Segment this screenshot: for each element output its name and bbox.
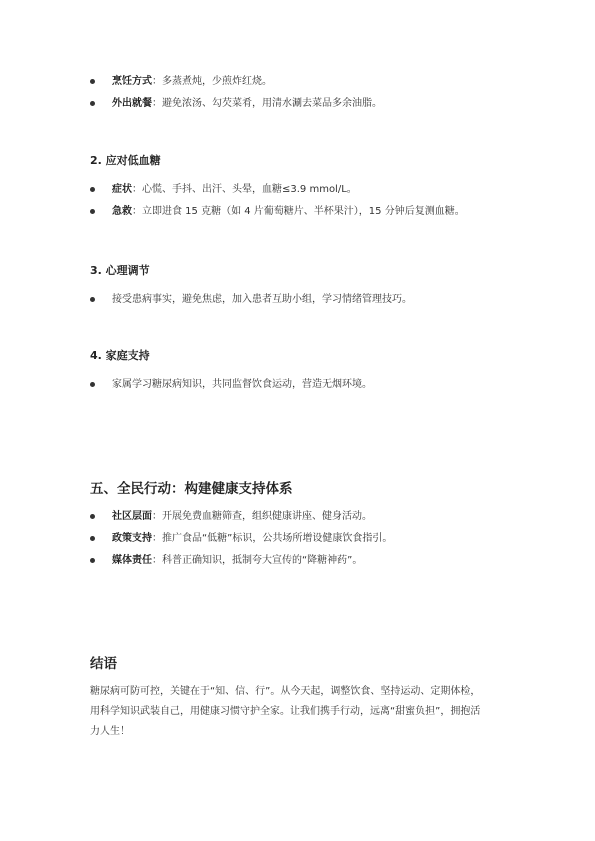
bullet — [90, 79, 95, 84]
paragraph-line: 用科学知识武装自己，用健康习惯守护全家。让我们携手行动，远离“甜蜜负担”，拥抱活 — [90, 706, 481, 717]
bullet — [90, 297, 95, 302]
item-text: ：避免浓汤、勾芡菜肴，用清水涮去菜品多余油脂。 — [152, 98, 382, 109]
section-heading: 3. 心理调节 — [90, 264, 150, 277]
bullet — [90, 187, 95, 192]
item-label: 媒体责任 — [112, 555, 152, 566]
bullet — [90, 101, 95, 106]
paragraph-line: 糖尿病可防可控，关键在于“知、信、行”。从今天起，调整饮食、坚持运动、定期体检， — [90, 686, 481, 697]
item-text: ：心慌、手抖、出汗、头晕，血糖≤3.9 mmol/L。 — [132, 184, 357, 195]
item-label: 社区层面 — [112, 511, 152, 522]
conclusion-paragraph — [90, 682, 510, 742]
conclusion-heading: 结语 — [90, 656, 117, 672]
bullet — [90, 209, 95, 214]
item-text: ：科普正确知识，抵制夸大宣传的“降糖神药”。 — [152, 555, 363, 566]
item-text: ：开展免费血糖筛查，组织健康讲座、健身活动。 — [152, 511, 372, 522]
chapter-heading: 五、全民行动：构建健康支持体系 — [90, 481, 293, 497]
bullet — [90, 382, 95, 387]
bullet — [90, 536, 95, 541]
item-label: 症状 — [112, 184, 132, 195]
item-text: 家属学习糖尿病知识，共同监督饮食运动，营造无烟环境。 — [112, 379, 372, 390]
section-heading: 4. 家庭支持 — [90, 349, 150, 362]
item-text: 接受患病事实，避免焦虑，加入患者互助小组，学习情绪管理技巧。 — [112, 294, 412, 305]
bullet — [90, 558, 95, 563]
paragraph-line: 力人生！ — [90, 726, 130, 737]
item-text: ：推广食品“低糖”标识，公共场所增设健康饮食指引。 — [152, 533, 393, 544]
section-heading: 2. 应对低血糖 — [90, 154, 161, 167]
item-label: 急救 — [112, 206, 132, 217]
item-label: 烹饪方式 — [112, 76, 152, 87]
item-text: ：多蒸煮炖，少煎炸红烧。 — [152, 76, 272, 87]
bullet — [90, 514, 95, 519]
item-label: 外出就餐 — [112, 98, 152, 109]
item-text: ：立即进食 15 克糖（如 4 片葡萄糖片、半杯果汁），15 分钟后复测血糖。 — [132, 206, 465, 217]
item-label: 政策支持 — [112, 533, 152, 544]
